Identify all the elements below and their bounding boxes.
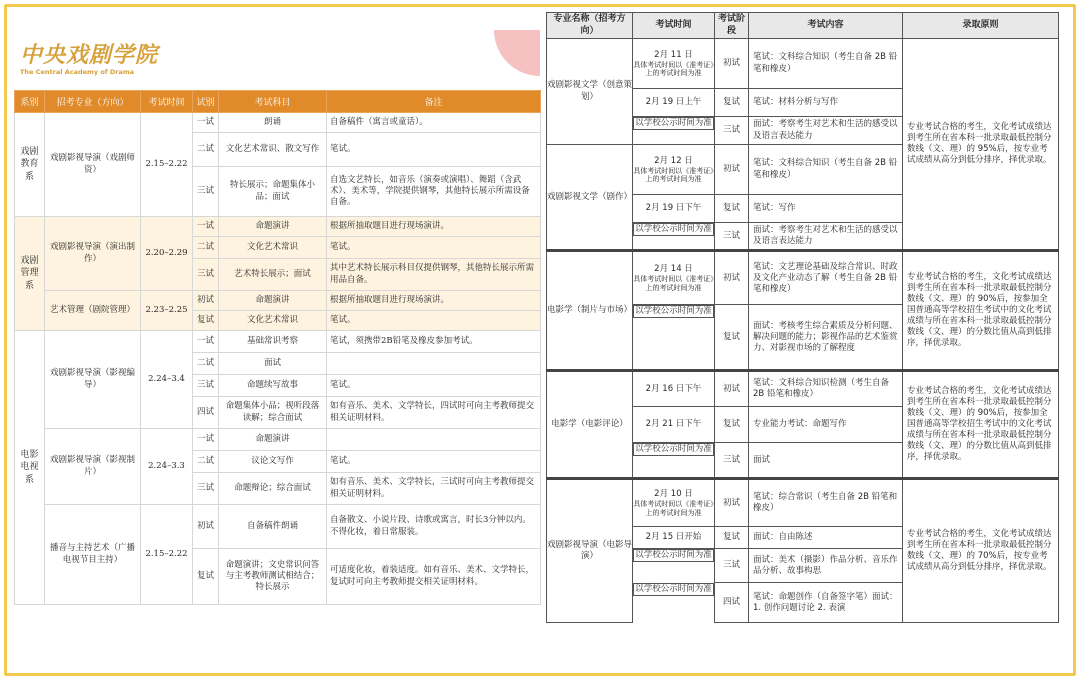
round-cell: 三试: [193, 473, 219, 505]
content-cell: 笔试：文艺理论基础及综合常识、时政及文化产业动态了解（考生自备 2B 铅笔和橡皮）: [749, 251, 903, 305]
major-cell: 艺术管理（剧院管理）: [45, 291, 141, 331]
major-cell: 戏剧影视导演（影视制片）: [45, 429, 141, 505]
round-cell: 复试: [193, 311, 219, 331]
remark-cell: 如有音乐、美术、文学特长，三试时可向主考教师提交相关证明材料。: [327, 473, 541, 505]
subject-cell: 文化艺术常识、散文写作: [219, 133, 327, 167]
right-exam-table: [546, 12, 1059, 623]
subject-cell: 面试: [219, 353, 327, 375]
subject-cell: 命题演讲: [219, 217, 327, 237]
stage-cell: 初试: [715, 479, 749, 527]
remark-cell: 笔试。: [327, 375, 541, 397]
major-cell: 电影学（电影评论）: [547, 371, 633, 479]
exam-date: 2月 12 日: [654, 155, 693, 166]
round-cell: 二试: [193, 237, 219, 259]
rule-cell: 专业考试合格的考生，文化考试成绩达到考生所在省本科一批录取最低控制分数线（文、理）的 95%后，按专业考试成绩从高分到低分排序，择优录取。: [903, 39, 1059, 251]
time-cell: 2.23–2.25: [141, 291, 193, 331]
content-cell: 笔试：材料分析与写作: [749, 89, 903, 117]
major-cell: 戏剧影视导演（电影导演）: [547, 479, 633, 623]
stage-cell: 三试: [715, 117, 749, 145]
remark-cell: 笔试。: [327, 451, 541, 473]
round-cell: 一试: [193, 429, 219, 451]
col-header-remark: 备注: [327, 91, 541, 113]
round-cell: 一试: [193, 217, 219, 237]
stage-cell: 复试: [715, 305, 749, 371]
school-logo: 中央戏剧学院: [20, 42, 159, 68]
col-header-subject: 考试科目: [219, 91, 327, 113]
time-cell: 2月 21 日下午: [633, 407, 715, 443]
remark-cell: 笔试。: [327, 237, 541, 259]
time-cell: 2.24–3.3: [141, 429, 193, 505]
remark-cell: 笔试，须携带2B铅笔及橡皮参加考试。: [327, 331, 541, 353]
content-cell: 笔试：文科综合知识（考生自备 2B 铅笔和橡皮）: [749, 39, 903, 89]
subject-cell: 艺术特长展示；面试: [219, 259, 327, 291]
exam-date: 2月 10 日: [654, 489, 693, 500]
time-cell: 2.15–2.22: [141, 113, 193, 217]
col-header-content: 考试内容: [749, 13, 903, 39]
remark-cell: 笔试。: [327, 133, 541, 167]
content-cell: 面试：考核考生综合素质及分析问题、解决问题的能力；影视作品的艺术鉴赏力、对影视市场的了解程度: [749, 305, 903, 371]
date-note: 具体考试时间以《准考证》上的考试时间为准: [633, 60, 714, 78]
subject-cell: 命题演讲；文史常识问答与主考教师测试相结合；特长展示: [219, 549, 327, 605]
dept-cell: 戏剧教育系: [15, 113, 45, 217]
time-cell: 2月 16 日下午: [633, 371, 715, 407]
time-cell: 2月 15 日开始: [633, 527, 715, 549]
time-cell: [633, 39, 715, 89]
round-cell: 三试: [193, 167, 219, 217]
round-cell: 二试: [193, 451, 219, 473]
content-cell: 面试：考察考生对艺术和生活的感受以及语言表达能力: [749, 117, 903, 145]
rule-cell: 专业考试合格的考生，文化考试成绩达到考生所在省本科一批录取最低控制分数线（文、理）的 90%后，按参加全国普通高等学校招生考试中的文化考试成绩与所在省本科一批录取最低控制分数线（文、理）的分数比值从高到低排序，择优录取。: [903, 371, 1059, 479]
stage-cell: 四试: [715, 583, 749, 623]
stage-cell: 三试: [715, 443, 749, 479]
col-header-time: 考试时间: [633, 13, 715, 39]
col-header-major: 招考专业（方向）: [45, 91, 141, 113]
content-cell: 笔试：命题创作（自备签字笔）面试：1. 创作问题讨论 2. 表演: [749, 583, 903, 623]
time-cell: 以学校公示时间为准: [633, 583, 714, 596]
remark-cell: 其中艺术特长展示科目仅提供钢琴，其他特长展示所需用品自备。: [327, 259, 541, 291]
stage-cell: 复试: [715, 195, 749, 223]
subject-cell: 命题续写故事: [219, 375, 327, 397]
subject-cell: 特长展示；命题集体小品；面试: [219, 167, 327, 217]
content-cell: 笔试：文科综合知识（考生自备 2B 铅笔和橡皮）: [749, 145, 903, 195]
subject-cell: 命题集体小品；视听段落读解；综合面试: [219, 397, 327, 429]
subject-cell: 文化艺术常识: [219, 237, 327, 259]
time-cell: 2.15–2.22: [141, 505, 193, 605]
time-cell: 以学校公示时间为准: [633, 305, 714, 318]
major-cell: 戏剧影视导演（戏剧师资）: [45, 113, 141, 217]
school-logo-english: The Central Academy of Drama: [20, 68, 135, 76]
stage-cell: 初试: [715, 39, 749, 89]
round-cell: 四试: [193, 397, 219, 429]
content-cell: 笔试：文科综合知识检测（考生自备 2B 铅笔和橡皮）: [749, 371, 903, 407]
round-cell: 初试: [193, 291, 219, 311]
round-cell: 二试: [193, 133, 219, 167]
remark-cell: 可适度化妆，着装适度。如有音乐、美术、文学特长，复试时可向主考教师提交相关证明材料。: [327, 549, 541, 605]
subject-cell: 朗诵: [219, 113, 327, 133]
subject-cell: 命题演讲: [219, 291, 327, 311]
col-header-rule: 录取原则: [903, 13, 1059, 39]
time-cell: 2月 19 日下午: [633, 195, 715, 223]
stage-cell: 三试: [715, 223, 749, 251]
rule-cell: 专业考试合格的考生，文化考试成绩达到考生所在省本科一批录取最低控制分数线（文、理）的 90%后，按参加全国普通高等学校招生考试中的文化考试成绩与所在省本科一批录取最低控制分数线（文、理）的分数比值从高到低排序，择优录取。: [903, 251, 1059, 371]
content-cell: 面试：自由陈述: [749, 527, 903, 549]
stage-cell: 复试: [715, 527, 749, 549]
stage-cell: 复试: [715, 407, 749, 443]
remark-cell: [327, 353, 541, 375]
time-cell: 2.24–3.4: [141, 331, 193, 429]
remark-cell: 自备稿件（寓言或童话）。: [327, 113, 541, 133]
content-cell: 面试：考察考生对艺术和生活的感受以及语言表达能力: [749, 223, 903, 251]
dept-cell: 戏剧管理系: [15, 217, 45, 331]
exam-date: 2月 14 日: [654, 264, 693, 275]
time-cell: 以学校公示时间为准: [633, 117, 714, 130]
stage-cell: 初试: [715, 145, 749, 195]
left-exam-table: [14, 90, 541, 605]
time-cell: [633, 251, 715, 305]
time-cell: 以学校公示时间为准: [633, 549, 714, 562]
major-cell: 播音与主持艺术（广播电视节目主持）: [45, 505, 141, 605]
rule-cell: 专业考试合格的考生，文化考试成绩达到考生所在省本科一批录取最低控制分数线（文、理）的 70%后，按专业考试成绩从高分到低分排序，择优录取。: [903, 479, 1059, 623]
exam-date: 2月 11 日: [654, 49, 693, 60]
col-header-major: 专业名称（招考方向）: [547, 13, 633, 39]
round-cell: 复试: [193, 549, 219, 605]
time-cell: 以学校公示时间为准: [633, 223, 714, 236]
subject-cell: 命题演讲: [219, 429, 327, 451]
date-note: 具体考试时间以《准考证》上的考试时间为准: [633, 275, 714, 292]
content-cell: 笔试：写作: [749, 195, 903, 223]
remark-cell: [327, 429, 541, 451]
round-cell: 一试: [193, 113, 219, 133]
time-cell: [633, 145, 715, 195]
dept-cell: 电影电视系: [15, 331, 45, 605]
major-cell: 戏剧影视文学（剧作）: [547, 145, 633, 251]
remark-cell: 根据所抽取题目进行现场演讲。: [327, 217, 541, 237]
subject-cell: 自备稿件朗诵: [219, 505, 327, 549]
time-cell: [633, 479, 715, 527]
remark-cell: 如有音乐、美术、文学特长，四试时可向主考教师提交相关证明材料。: [327, 397, 541, 429]
remark-cell: 自备散文、小说片段、诗歌或寓言，时长3分钟以内。不得化妆，着日常服装。: [327, 505, 541, 549]
col-header-stage: 考试阶段: [715, 13, 749, 39]
remark-cell: 自选文艺特长，如音乐（演奏或演唱）、舞蹈（含武术）、美术等，学院提供钢琴，其他特长展示所需设备自备。: [327, 167, 541, 217]
round-cell: 一试: [193, 331, 219, 353]
stage-cell: 初试: [715, 251, 749, 305]
subject-cell: 基础常识考察: [219, 331, 327, 353]
subject-cell: 命题辩论；综合面试: [219, 473, 327, 505]
remark-cell: 笔试。: [327, 311, 541, 331]
stage-cell: 初试: [715, 371, 749, 407]
stage-cell: 复试: [715, 89, 749, 117]
round-cell: 三试: [193, 259, 219, 291]
subject-cell: 文化艺术常识: [219, 311, 327, 331]
time-cell: 2.20–2.29: [141, 217, 193, 291]
content-cell: 面试：美术（摄影）作品分析、音乐作品分析、故事构思: [749, 549, 903, 583]
major-cell: 戏剧影视文学（创意策划）: [547, 39, 633, 145]
col-header-round: 试别: [193, 91, 219, 113]
date-note: 具体考试时间以《准考证》上的考试时间为准: [633, 166, 714, 184]
date-note: 具体考试时间以《准考证》上的考试时间为准: [633, 500, 714, 517]
round-cell: 初试: [193, 505, 219, 549]
time-cell: 以学校公示时间为准: [633, 443, 714, 456]
decorative-corner: [494, 30, 540, 76]
col-header-dept: 系别: [15, 91, 45, 113]
content-cell: 专业能力考试：命题写作: [749, 407, 903, 443]
subject-cell: 议论文写作: [219, 451, 327, 473]
round-cell: 二试: [193, 353, 219, 375]
major-cell: 电影学（制片与市场）: [547, 251, 633, 371]
major-cell: 戏剧影视导演（影视编导）: [45, 331, 141, 429]
content-cell: 面试: [749, 443, 903, 479]
content-cell: 笔试：综合常识（考生自备 2B 铅笔和橡皮）: [749, 479, 903, 527]
major-cell: 戏剧影视导演（演出制作）: [45, 217, 141, 291]
round-cell: 三试: [193, 375, 219, 397]
remark-cell: 根据所抽取题目进行现场演讲。: [327, 291, 541, 311]
col-header-time: 考试时间: [141, 91, 193, 113]
time-cell: 2月 19 日上午: [633, 89, 715, 117]
stage-cell: 三试: [715, 549, 749, 583]
